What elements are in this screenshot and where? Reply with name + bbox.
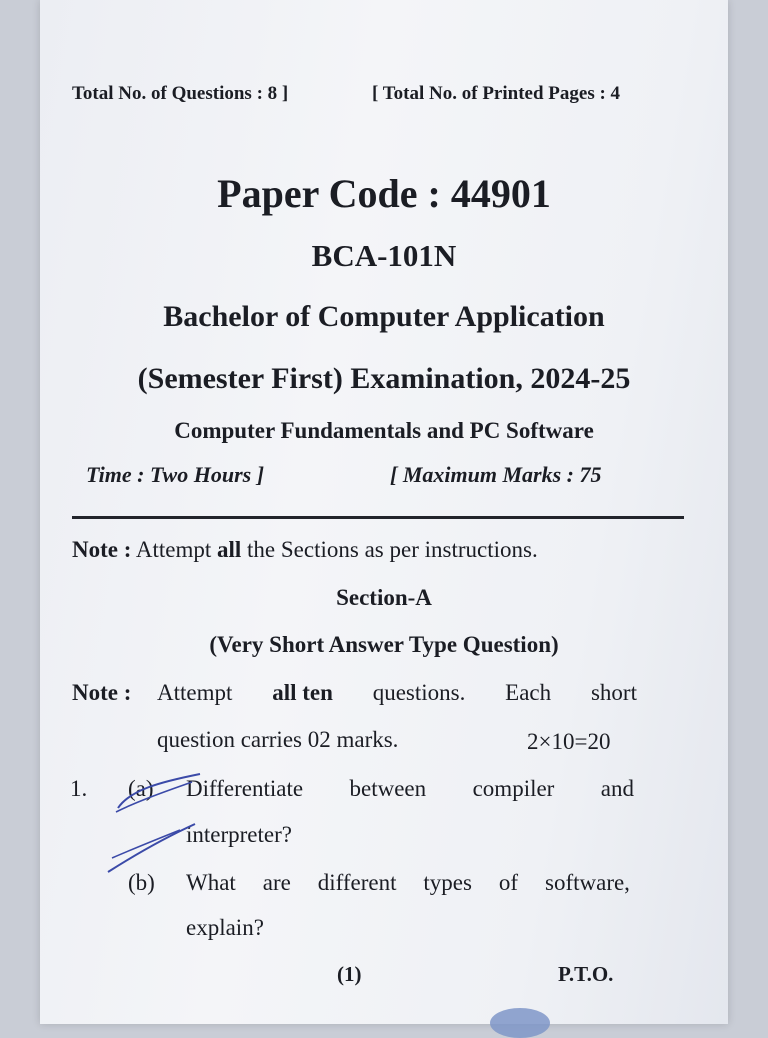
question-b-word: different — [317, 870, 397, 895]
exam-session: (Semester First) Examination, 2024-25 — [137, 362, 631, 395]
note2-marks: 2×10=20 — [527, 729, 611, 754]
pen-stroke-tick — [108, 824, 195, 872]
pen-stroke-tick-2 — [112, 830, 180, 858]
note2-word: short — [590, 680, 637, 705]
section-title: Section-A — [336, 585, 432, 610]
section-subtitle: (Very Short Answer Type Question) — [209, 632, 559, 657]
pen-marks — [40, 0, 728, 1024]
note2-label: Note : — [72, 680, 132, 705]
total-pages: [ Total No. of Printed Pages : 4 — [372, 83, 621, 104]
course-title: Computer Fundamentals and PC Software — [174, 418, 594, 443]
question-b-word: types — [423, 870, 472, 895]
maximum-marks: [ Maximum Marks : 75 — [390, 462, 602, 487]
subject-code: BCA-101N — [311, 238, 457, 273]
pen-stroke-swoosh — [118, 774, 200, 808]
question-b-word: software, — [545, 870, 630, 895]
degree-title: Bachelor of Computer Application — [163, 300, 605, 333]
question-b-word: What — [186, 870, 236, 895]
question-a-word: and — [600, 776, 634, 801]
paper-code: Paper Code : 44901 — [217, 171, 551, 216]
note-bold: all — [217, 537, 242, 562]
question-number: 1. — [70, 776, 88, 801]
note-text-before: Attempt — [135, 537, 212, 562]
exam-paper — [40, 0, 728, 1024]
note2-word: Each — [505, 680, 552, 705]
finger-thumb — [490, 1008, 550, 1038]
page-number: (1) — [337, 962, 362, 986]
question-a-word: compiler — [472, 776, 555, 801]
question-b-word: are — [262, 870, 291, 895]
question-a-line2: interpreter? — [186, 822, 292, 847]
question-a-label: (a) — [128, 776, 154, 801]
question-b-line2: explain? — [186, 915, 264, 940]
exam-time: Time : Two Hours ] — [86, 462, 265, 487]
note2-line2: question carries 02 marks. — [157, 727, 399, 752]
note2-word-bold: all ten — [272, 680, 333, 705]
total-questions: Total No. of Questions : 8 ] — [72, 83, 289, 104]
note-text-after: the Sections as per instructions. — [247, 537, 538, 562]
note2-word: Attempt — [157, 680, 233, 705]
question-b-label: (b) — [128, 870, 155, 895]
note-label: Note : — [72, 537, 132, 562]
question-a-word: between — [349, 776, 427, 801]
question-b-word: of — [498, 870, 519, 895]
note2-word: questions. — [372, 680, 466, 705]
pen-stroke-underline — [116, 782, 192, 812]
pto-label: P.T.O. — [558, 962, 614, 986]
question-a-word: Differentiate — [186, 776, 304, 801]
